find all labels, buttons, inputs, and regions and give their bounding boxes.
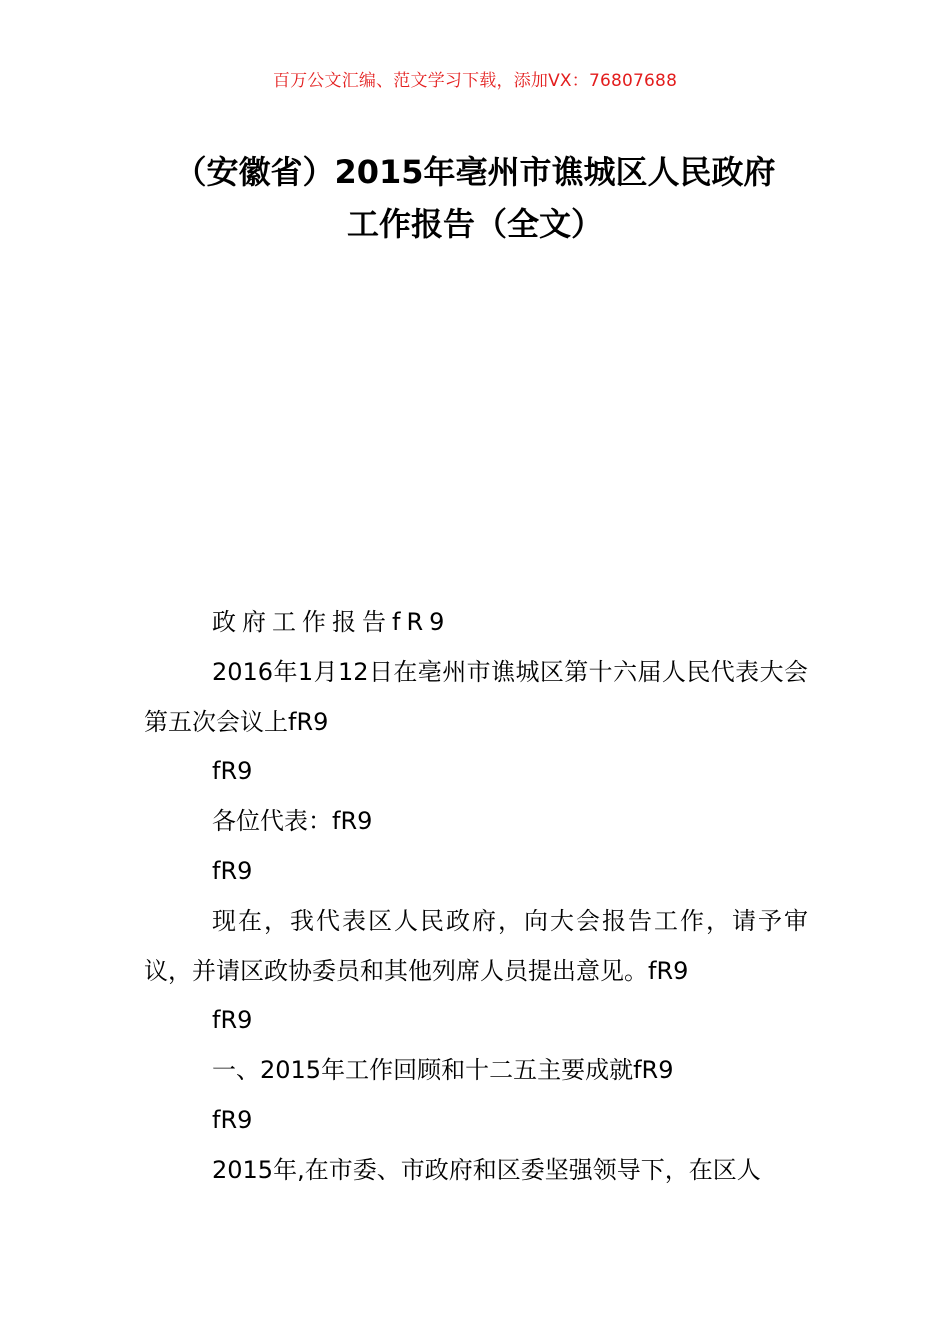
paragraph-heading: 政府工作报告fR9 [212,608,451,636]
document-body [144,598,808,1196]
document-title [130,146,820,250]
paragraph-marker: fR9 [212,757,253,786]
paragraph-review-start: 2015年,在市委、市政府和区委坚强领导下，在区人 [212,1155,761,1184]
paragraph-marker: fR9 [212,1006,253,1035]
paragraph-marker: fR9 [212,856,253,885]
title-line-1: （安徽省）2015年亳州市谯城区人民政府 [174,153,776,191]
watermark-banner: 百万公文汇编、范文学习下载，添加VX：76807688 [272,71,678,91]
title-line-2: 工作报告（全文） [346,205,603,243]
paragraph-marker: fR9 [212,1105,253,1134]
paragraph-section-heading: 一、2015年工作回顾和十二五主要成就fR9 [212,1056,674,1085]
paragraph-salutation: 各位代表：fR9 [212,807,373,836]
paragraph-intro: 现在，我代表区人民政府，向大会报告工作，请予审议，并请区政协委员和其他列席人员提出意见。fR9 [144,906,808,985]
paragraph-date-venue: 2016年1月12日在亳州市谯城区第十六届人民代表大会第五次会议上fR9 [144,657,808,736]
